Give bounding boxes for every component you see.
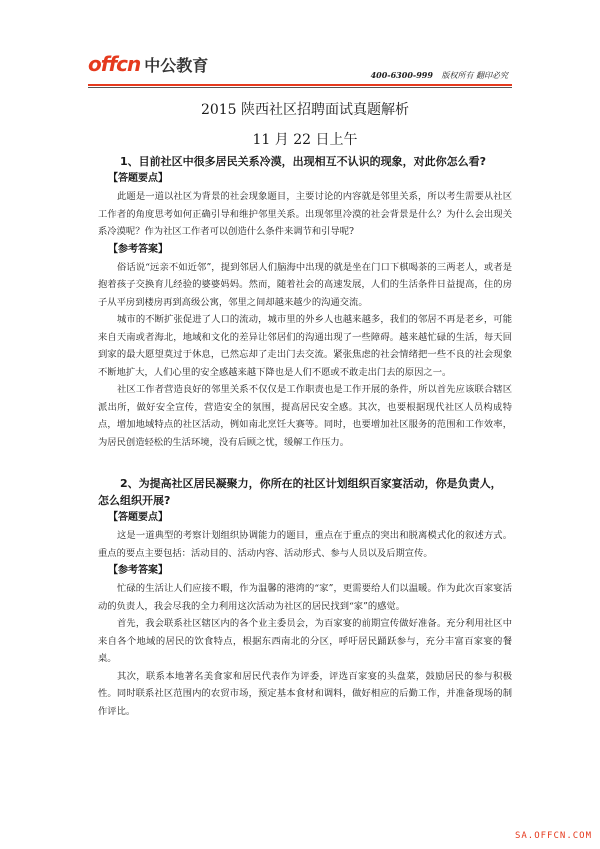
copyright-line — [371, 70, 508, 81]
logo-chinese: 中公教育 — [144, 56, 209, 75]
q1-answer-paragraph: 俗话说“远亲不如近邻”，提到邻居人们脑海中出现的就是坐在门口下棋喝茶的三两老人，或者是抱着孩子交换育儿经验的婆婆妈妈。然而，随着社会的高速发展，人们的生活条件日益提高，住的房子从平房到楼房再到高级公寓，邻里之间却越来越少的沟通交流。 — [98, 261, 512, 308]
question-1: 1、目前社区中很多居民关系冷漠，出现相互不认识的现象，对此你怎么看? — [120, 155, 487, 168]
q2-answer-paragraph: 忙碌的生活让人们应接不暇，作为温馨的港湾的“家”，更需要给人们以温暖。作为此次百家宴活动的负责人，我会尽我的全力利用这次活动为社区的居民找到“家”的感觉。 — [98, 583, 512, 612]
q2-points-heading: 【答题要点】 — [108, 512, 168, 523]
header-divider — [88, 84, 512, 86]
q1-answer-paragraph: 社区工作者营造良好的邻里关系不仅仅是工作职责也是工作开展的条件，所以首先应该联合辖区派出所，做好安全宣传，营造安全的氛围，提高居民安全感。其次，也要根据现代社区人员构成特点，增加地域特点的社区活动，例如南北烹饪大赛等。同时，也要增加社区服务的范围和工作效率，为居民创造轻松的生活环境，没有后顾之忧，缓解工作压力。 — [98, 384, 512, 448]
page-header — [0, 0, 600, 86]
hotline-number: 400-6300-999 — [370, 70, 433, 80]
document-subtitle: 11 月 22 日上午 — [252, 132, 358, 148]
document-body — [98, 93, 512, 720]
document-title: 2015 陕西社区招聘面试真题解析 — [200, 102, 410, 118]
q1-points-text: 此题是一道以社区为背景的社会现象题目，主要讨论的内容就是邻里关系，所以考生需要从社区工作者的角度思考如何正确引导和维护邻里关系。出现邻里冷漠的社会背景是什么？为什么会出现关系冷漠呢？作为社区工作者可以创造什么条件来调节和引导呢? — [98, 191, 512, 237]
question-2: 2、为提高社区居民凝聚力，你所在的社区计划组织百家宴活动，你是负责人，怎么组织开展? — [98, 477, 502, 507]
q2-points-text: 这是一道典型的考察计划组织协调能力的题目，重点在于重点的突出和脱离模式化的叙述方式。重点的要点主要包括：活动目的、活动内容、活动形式、参与人员以及后期宣传。 — [98, 530, 512, 559]
section-gap — [98, 451, 512, 475]
q2-answer-paragraph: 首先，我会联系社区辖区内的各个业主委员会，为百家宴的前期宣传做好准备。充分利用社区中来自各个地域的居民的饮食特点，根据东西南北的分区，呼吁居民踊跃参与，充分丰富百家宴的餐桌。 — [98, 618, 512, 664]
q1-answer-paragraph: 城市的不断扩张促进了人口的流动，城市里的外乡人也越来越多，我们的邻居不再是老乡，可能来自天南或者海北，地域和文化的差异让邻居们的沟通出现了一些障碍。越来越忙碌的生活，每天回到家的最大愿望莫过于休息，已然忘却了走出门去交流。紧张焦虑的社会情绪把一些不良的社会现象不断地扩大，人们心里的安全感越来越下降也是人们不愿或不敢走出门去的原因之一。 — [98, 314, 512, 378]
logo-latin: offcn — [88, 52, 141, 76]
q2-answer-paragraph: 其次，联系本地著名美食家和居民代表作为评委，评选百家宴的头盘菜，鼓励居民的参与积极性。同时联系社区范围内的农贸市场，预定基本食材和调料，做好相应的后勤工作，并准备现场的制作评比。 — [98, 670, 512, 717]
footer-url: SA.OFFCN.COM — [514, 831, 592, 841]
q1-points-heading: 【答题要点】 — [108, 173, 168, 184]
header-divider-thin — [88, 87, 512, 88]
q2-answer-heading: 【参考答案】 — [108, 565, 168, 576]
q1-answer-heading: 【参考答案】 — [108, 243, 168, 255]
copyright-text: 版权所有 翻印必究 — [441, 71, 508, 80]
offcn-logo — [88, 52, 208, 76]
